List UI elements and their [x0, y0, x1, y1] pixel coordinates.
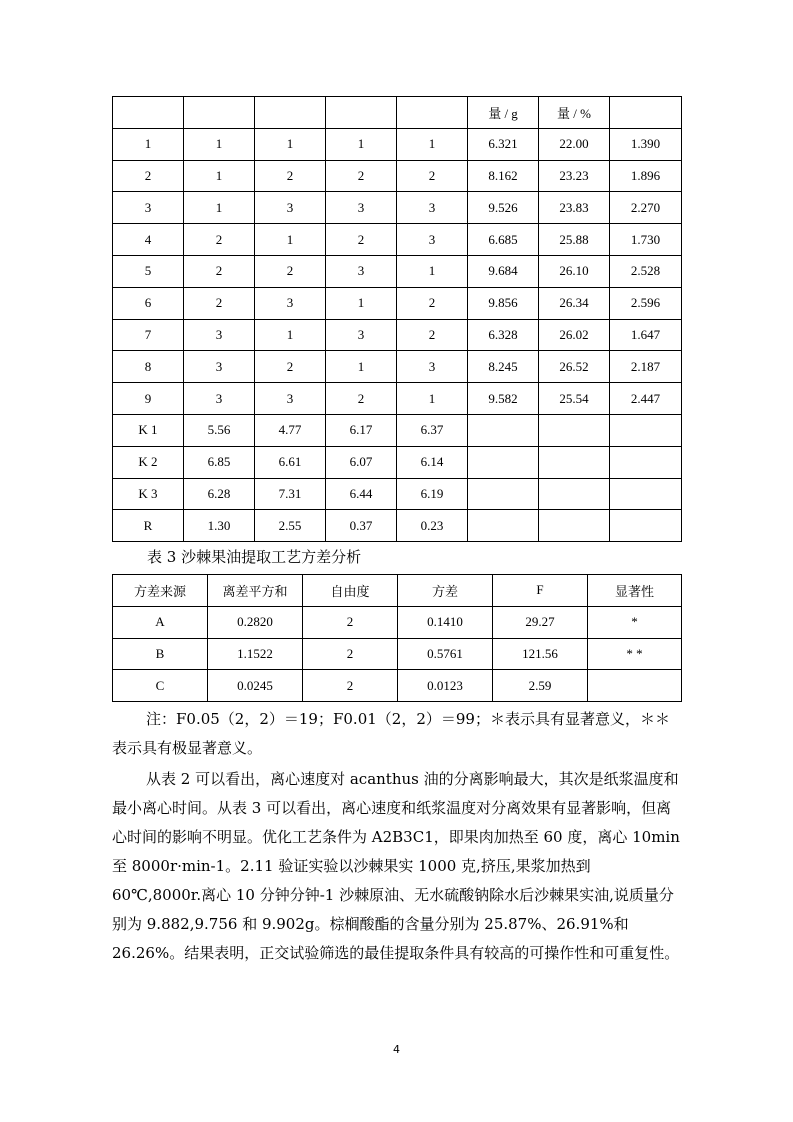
table-cell — [588, 670, 682, 702]
table-cell: 2.270 — [610, 192, 682, 224]
table-cell — [539, 478, 610, 510]
table-cell: 6.61 — [255, 446, 326, 478]
table-cell — [610, 414, 682, 446]
table-cell: 3 — [113, 192, 184, 224]
table-cell: 3 — [326, 255, 397, 287]
table-cell: 2 — [326, 383, 397, 415]
table-cell: 3 — [184, 319, 255, 351]
table-cell: 2.59 — [493, 670, 588, 702]
table-cell: K 2 — [113, 446, 184, 478]
table-cell: 1 — [326, 351, 397, 383]
table-cell: * * — [588, 638, 682, 670]
table-cell: 1.1522 — [208, 638, 303, 670]
table-row — [113, 255, 682, 287]
table-cell: 25.88 — [539, 224, 610, 256]
table-cell: 121.56 — [493, 638, 588, 670]
table-cell: 9 — [113, 383, 184, 415]
table-cell: 1 — [184, 160, 255, 192]
table-row — [113, 383, 682, 415]
table-cell — [255, 97, 326, 129]
table-cell: 0.0123 — [398, 670, 493, 702]
table-cell: 0.0245 — [208, 670, 303, 702]
table-cell: 1 — [184, 128, 255, 160]
table-cell: 1 — [326, 287, 397, 319]
table-row — [113, 510, 682, 542]
table-cell: 7.31 — [255, 478, 326, 510]
table-cell: 0.5761 — [398, 638, 493, 670]
table-header-row — [113, 575, 682, 607]
table-cell: 8 — [113, 351, 184, 383]
table-cell: 6.321 — [468, 128, 539, 160]
table-cell — [113, 97, 184, 129]
table-cell: 26.52 — [539, 351, 610, 383]
table-cell: 2.528 — [610, 255, 682, 287]
table-cell: 9.582 — [468, 383, 539, 415]
table-cell: 6.17 — [326, 414, 397, 446]
table-cell: 0.2820 — [208, 606, 303, 638]
table-cell: 1.390 — [610, 128, 682, 160]
table-cell — [610, 510, 682, 542]
table-cell: 3 — [184, 383, 255, 415]
table-cell: 2 — [255, 160, 326, 192]
table-cell: 2 — [303, 606, 398, 638]
table-cell: 3 — [397, 192, 468, 224]
table-cell — [610, 446, 682, 478]
table-cell: 2 — [184, 224, 255, 256]
table-cell — [468, 478, 539, 510]
table-cell: 0.1410 — [398, 606, 493, 638]
table-cell: 3 — [255, 287, 326, 319]
variance-analysis-table — [112, 574, 682, 702]
table-cell: 29.27 — [493, 606, 588, 638]
table-cell: 1 — [397, 383, 468, 415]
table-header-row — [113, 97, 682, 129]
table-cell: 1.647 — [610, 319, 682, 351]
table-cell: 26.10 — [539, 255, 610, 287]
table-cell: 1 — [397, 128, 468, 160]
table-cell: 9.526 — [468, 192, 539, 224]
table-cell — [326, 97, 397, 129]
table-cell: 2 — [303, 638, 398, 670]
table-cell: 6.07 — [326, 446, 397, 478]
table-row — [113, 224, 682, 256]
table-row — [113, 287, 682, 319]
table-cell: K 3 — [113, 478, 184, 510]
table-cell: 2 — [326, 160, 397, 192]
table-cell: 3 — [397, 351, 468, 383]
table-cell: 2 — [113, 160, 184, 192]
table-cell: 6.14 — [397, 446, 468, 478]
table-cell: K 1 — [113, 414, 184, 446]
table-row — [113, 414, 682, 446]
table-cell: 3 — [326, 192, 397, 224]
table-cell — [468, 510, 539, 542]
table-row — [113, 606, 682, 638]
table-cell: A — [113, 606, 208, 638]
table-cell: 8.245 — [468, 351, 539, 383]
table-cell: 1.730 — [610, 224, 682, 256]
table-cell: 离差平方和 — [208, 575, 303, 607]
table-cell: 6.85 — [184, 446, 255, 478]
table-cell: 3 — [184, 351, 255, 383]
table-row — [113, 160, 682, 192]
table-cell: 23.23 — [539, 160, 610, 192]
table-cell: 1 — [255, 128, 326, 160]
table-cell — [397, 97, 468, 129]
table-cell: 2 — [303, 670, 398, 702]
table-cell: C — [113, 670, 208, 702]
table-row — [113, 446, 682, 478]
table3-caption: 表 3 沙棘果油提取工艺方差分析 — [147, 548, 362, 566]
table-cell: 2.187 — [610, 351, 682, 383]
table-row — [113, 478, 682, 510]
table-row — [113, 192, 682, 224]
table-cell: 6.37 — [397, 414, 468, 446]
table-cell: 1.896 — [610, 160, 682, 192]
table-row — [113, 319, 682, 351]
table-cell: 6 — [113, 287, 184, 319]
table-cell: 自由度 — [303, 575, 398, 607]
table-cell: B — [113, 638, 208, 670]
table-cell: 2 — [397, 319, 468, 351]
table-cell: 0.37 — [326, 510, 397, 542]
table-cell: 2.596 — [610, 287, 682, 319]
table-cell: 1 — [113, 128, 184, 160]
table-cell: * — [588, 606, 682, 638]
table-cell: 9.684 — [468, 255, 539, 287]
table-cell: 2 — [255, 255, 326, 287]
table-cell: 1 — [184, 192, 255, 224]
table-cell — [610, 478, 682, 510]
orthogonal-test-table — [112, 96, 682, 542]
table-cell: 显著性 — [588, 575, 682, 607]
table-cell: 2 — [255, 351, 326, 383]
table-cell: R — [113, 510, 184, 542]
table-cell: 26.34 — [539, 287, 610, 319]
table-cell: 4 — [113, 224, 184, 256]
table-cell: 6.685 — [468, 224, 539, 256]
table-cell — [468, 446, 539, 478]
table-row — [113, 670, 682, 702]
table-cell: 5.56 — [184, 414, 255, 446]
table-row — [113, 638, 682, 670]
table-row — [113, 128, 682, 160]
table-cell: 9.856 — [468, 287, 539, 319]
table-cell — [610, 97, 682, 129]
table-cell: 6.328 — [468, 319, 539, 351]
table-cell: 7 — [113, 319, 184, 351]
body-paragraph: 从表 2 可以看出，离心速度对 acanthus 油的分离影响最大，其次是纸浆温度和最小离心时间。从表 3 可以看出，离心速度和纸浆温度对分离效果有显著影响，但离心时间的影响不明显。优化工艺条件为 A2B3C1，即果肉加热至 60 度，离心 10min 至 8000r·min-1。2.11 验证实验以沙棘果实 1000 克,挤压,果浆加热到 60℃,8000r.离心 10 分钟分钟-1 沙棘原油、无水硫酸钠除水后沙棘果实油,说质量分别为 9.882,9.756 和 9.902g。棕榈酸酯的含量分别为 25.87%、26.91%和 26.26%。结果表明，正交试验筛选的最佳提取条件具有较高的可操作性和可重复性。 — [112, 770, 680, 962]
table-cell — [539, 414, 610, 446]
table-cell: 2.55 — [255, 510, 326, 542]
table-note: 注：F0.05（2，2）＝19；F0.01（2，2）＝99；＊表示具有显著意义，＊＊表示具有极显著意义。 — [112, 710, 670, 757]
table-cell: 6.28 — [184, 478, 255, 510]
table-cell: 1 — [326, 128, 397, 160]
page-number: 4 — [393, 1043, 400, 1056]
table-cell: 方差 — [398, 575, 493, 607]
table-cell: 5 — [113, 255, 184, 287]
table-cell: 0.23 — [397, 510, 468, 542]
table-cell: 3 — [326, 319, 397, 351]
table-cell: 量 / % — [539, 97, 610, 129]
table-cell: 8.162 — [468, 160, 539, 192]
table-cell: 23.83 — [539, 192, 610, 224]
table-cell: 6.44 — [326, 478, 397, 510]
table-cell: 量 / g — [468, 97, 539, 129]
table-cell: 22.00 — [539, 128, 610, 160]
table-cell: 4.77 — [255, 414, 326, 446]
table-cell: 方差来源 — [113, 575, 208, 607]
table-cell: 2 — [397, 160, 468, 192]
table-cell: 2.447 — [610, 383, 682, 415]
table-cell — [468, 414, 539, 446]
table-cell: 2 — [184, 287, 255, 319]
table-cell: 1 — [397, 255, 468, 287]
table-cell: 1 — [255, 319, 326, 351]
table-cell: 1.30 — [184, 510, 255, 542]
table-cell: 25.54 — [539, 383, 610, 415]
table-cell: 26.02 — [539, 319, 610, 351]
table-cell: 2 — [326, 224, 397, 256]
table-cell: 2 — [184, 255, 255, 287]
table-row — [113, 351, 682, 383]
table-cell: 3 — [255, 383, 326, 415]
table-cell: 6.19 — [397, 478, 468, 510]
table-cell: 3 — [397, 224, 468, 256]
table-cell: 1 — [255, 224, 326, 256]
table-cell: 3 — [255, 192, 326, 224]
table-cell — [539, 510, 610, 542]
table-cell: F — [493, 575, 588, 607]
table-cell: 2 — [397, 287, 468, 319]
table-cell — [539, 446, 610, 478]
table-cell — [184, 97, 255, 129]
